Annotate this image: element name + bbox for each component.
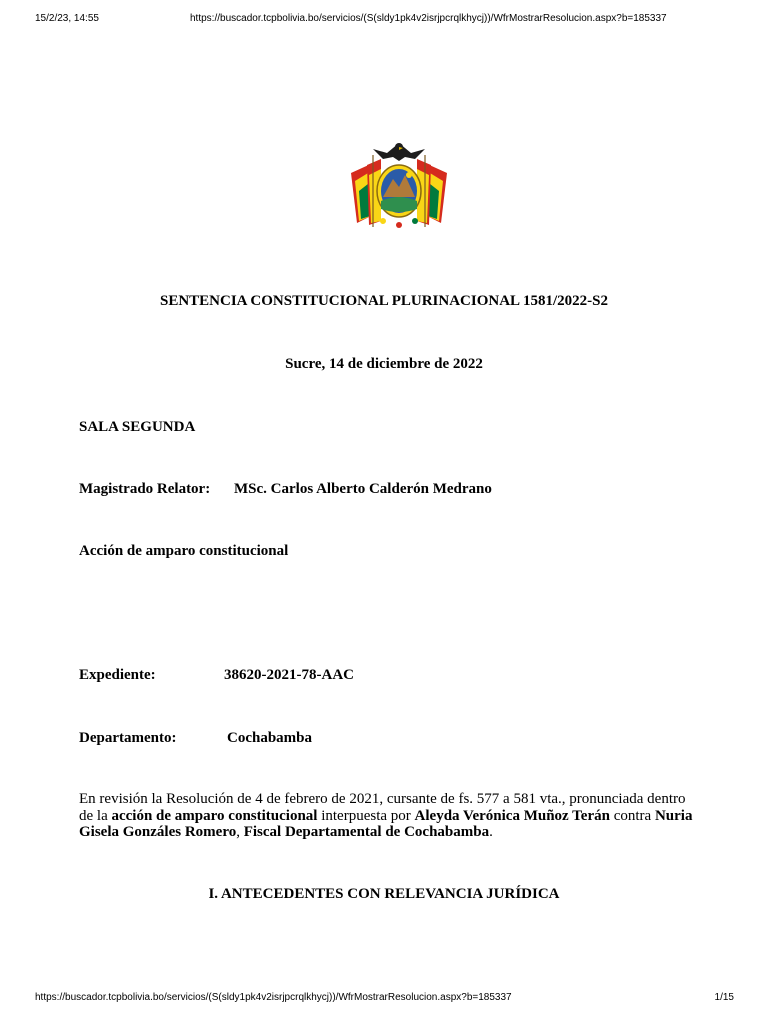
paragraph-bold: acción de amparo constitucional <box>111 807 318 824</box>
document-title: SENTENCIA CONSTITUCIONAL PLURINACIONAL 1581/2022-S2 <box>159 293 608 309</box>
paragraph-bold: Nuria Gisela Gonzáles Romero <box>79 807 693 840</box>
paragraph-text: . <box>489 824 493 840</box>
print-footer-url: https://buscador.tcpbolivia.bo/servicios/(S(sldy1pk4v2isrjpcrqlkhycj))/WfrMostrarResolucion.aspx?b=185337 <box>35 992 512 1003</box>
rapporteur-name: MSc. Carlos Alberto Calderón Medrano <box>234 481 492 497</box>
paragraph-text: , <box>236 824 244 840</box>
department-value: Cochabamba <box>227 730 313 746</box>
paragraph-bold: Aleyda Verónica Muñoz Terán <box>414 807 610 824</box>
chamber: SALA SEGUNDA <box>79 419 196 435</box>
action-type: Acción de amparo constitucional <box>79 543 289 559</box>
paragraph-text: interpuesta por <box>317 807 415 824</box>
print-timestamp: 15/2/23, 14:55 <box>35 13 99 24</box>
paragraph-bold: Fiscal Departamental de Cochabamba <box>243 824 490 840</box>
section-heading: I. ANTECEDENTES CON RELEVANCIA JURÍDICA <box>208 886 560 902</box>
rapporteur-label: Magistrado Relator: <box>79 481 211 497</box>
file-value: 38620-2021-78-AAC <box>224 667 354 683</box>
bolivia-coat-of-arms-icon <box>343 135 455 235</box>
paragraph-text: En revisión la Resolución de 4 de febrero de 2021, cursante de fs. 577 a 581 vta., pronunciada dentro de la <box>79 791 686 824</box>
file-label: Expediente: <box>79 667 156 683</box>
print-header-url: https://buscador.tcpbolivia.bo/servicios/(S(sldy1pk4v2isrjpcrqlkhycj))/WfrMostrarResolucion.aspx?b=185337 <box>190 13 667 24</box>
paragraph-text: contra <box>609 807 655 824</box>
review-paragraph <box>79 791 694 841</box>
department-label: Departamento: <box>79 730 177 746</box>
page-indicator: 1/15 <box>714 992 734 1003</box>
place-date: Sucre, 14 de diciembre de 2022 <box>285 356 483 372</box>
